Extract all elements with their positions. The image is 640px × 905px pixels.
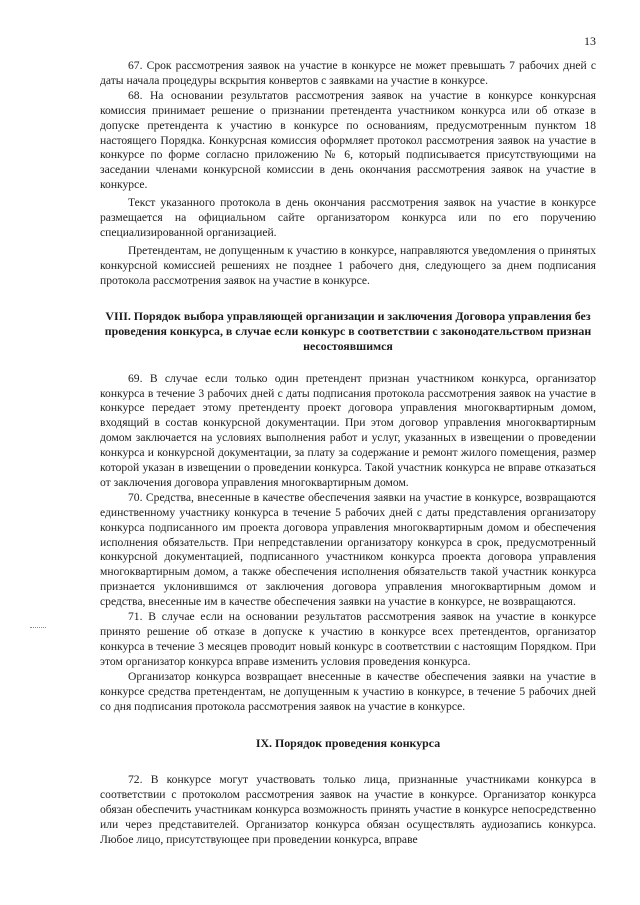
paragraph-68: 68. На основании результатов рассмотрения заявок на участие в конкурсе конкурсная комиссия принимает решение о признании претендента участником конкурса или об отказе в допуске претендента к участию в конкурсе по основаниям, предусмотренным пунктом 18 настоящего Порядка. Конкурсная комиссия оформляет протокол рассмотрения заявок на участие в конкурсе по форме согласно приложению № 6, который подписывается присутствующими на заседании членами конкурсной комиссии в день окончания рассмотрения заявок на участие в конкурсе. [100,88,596,192]
paragraph-67: 67. Срок рассмотрения заявок на участие в конкурсе не может превышать 7 рабочих дней с даты начала процедуры вскрытия конвертов с заявками на участие в конкурсе. [100,59,596,87]
section-8-heading: VIII. Порядок выбора управляющей организации и заключения Договора управления без проведения конкурса, в случае если конкурс в соответствии с законодательством признан несостоявшимся [104,308,592,353]
paragraph-71: 71. В случае если на основании результатов рассмотрения заявок на участие в конкурсе принято решение об отказе в допуске к участию в конкурсе всех претендентов, организатор конкурса в течение 3 месяцев проводит новый конкурс в соответствии с настоящим Порядком. При этом организатор конкурса вправе изменить условия проведения конкурса. [100,610,596,668]
page-number: 13 [584,34,596,48]
document-body [100,59,596,848]
paragraph-notifications: Претендентам, не допущенным к участию в конкурсе, направляются уведомления о принятых конкурсной комиссией решениях не позднее 1 рабочего дня, следующего за днем подписания протокола рассмотрения заявок на участие в конкурсе. [100,243,596,287]
paragraph-70: 70. Средства, внесенные в качестве обеспечения заявки на участие в конкурсе, возвращаются единственному участнику конкурса в течение 5 рабочих дней с даты представления организатору конкурса подписанного им проекта договора управления многоквартирным домом и обеспечения исполнения обязательств. При непредставлении организатору конкурса в срок, предусмотренный конкурсной документацией, подписанного участником конкурса проекта договора управления многоквартирным домом, а также обеспечения исполнения обязательств такой участник конкурса признается уклонившимся от заключения договора управления многоквартирным домом и средства, внесенные им в качестве обеспечения заявки на участие в конкурсе, не возвращаются. [100,490,596,609]
paragraph-deposit-return: Организатор конкурса возвращает внесенные в качестве обеспечения заявки на участие в конкурсе средства претендентам, не допущенным к участию в конкурсе, в течение 5 рабочих дней со дня подписания протокола рассмотрения заявок на участие в конкурсе. [100,669,596,713]
paragraph-69: 69. В случае если только один претендент признан участником конкурса, организатор конкурса в течение 3 рабочих дней с даты подписания протокола рассмотрения заявок на участие в конкурсе передает этому претенденту проект договора управления многоквартирным домом, входящий в состав конкурсной документации. При этом договор управления многоквартирным домом заключается на условиях выполнения работ и услуг, указанных в извещении о проведении конкурса и конкурсной документации, за плату за содержание и ремонт жилого помещения, размер которой указан в извещении о проведении конкурса. Такой участник конкурса не вправе отказаться от заключения договора управления многоквартирным домом. [100,371,596,489]
section-9-heading: IX. Порядок проведения конкурса [255,736,441,751]
paragraph-72: 72. В конкурсе могут участвовать только лица, признанные участниками конкурса в соответствии с протоколом рассмотрения заявок на участие в конкурсе. Организатор конкурса обязан обеспечить участникам конкурса возможность принять участие в конкурсе непосредственно или через представителей. Организатор конкурса обязан осуществлять аудиозапись конкурса. Любое лицо, присутствующее при проведении конкурса, вправе [100,773,596,847]
margin-mark [30,627,46,630]
paragraph-protocol-publication: Текст указанного протокола в день окончания рассмотрения заявок на участие в конкурсе размещается на официальном сайте организатором конкурса или по его поручению специализированной организацией. [100,196,596,239]
